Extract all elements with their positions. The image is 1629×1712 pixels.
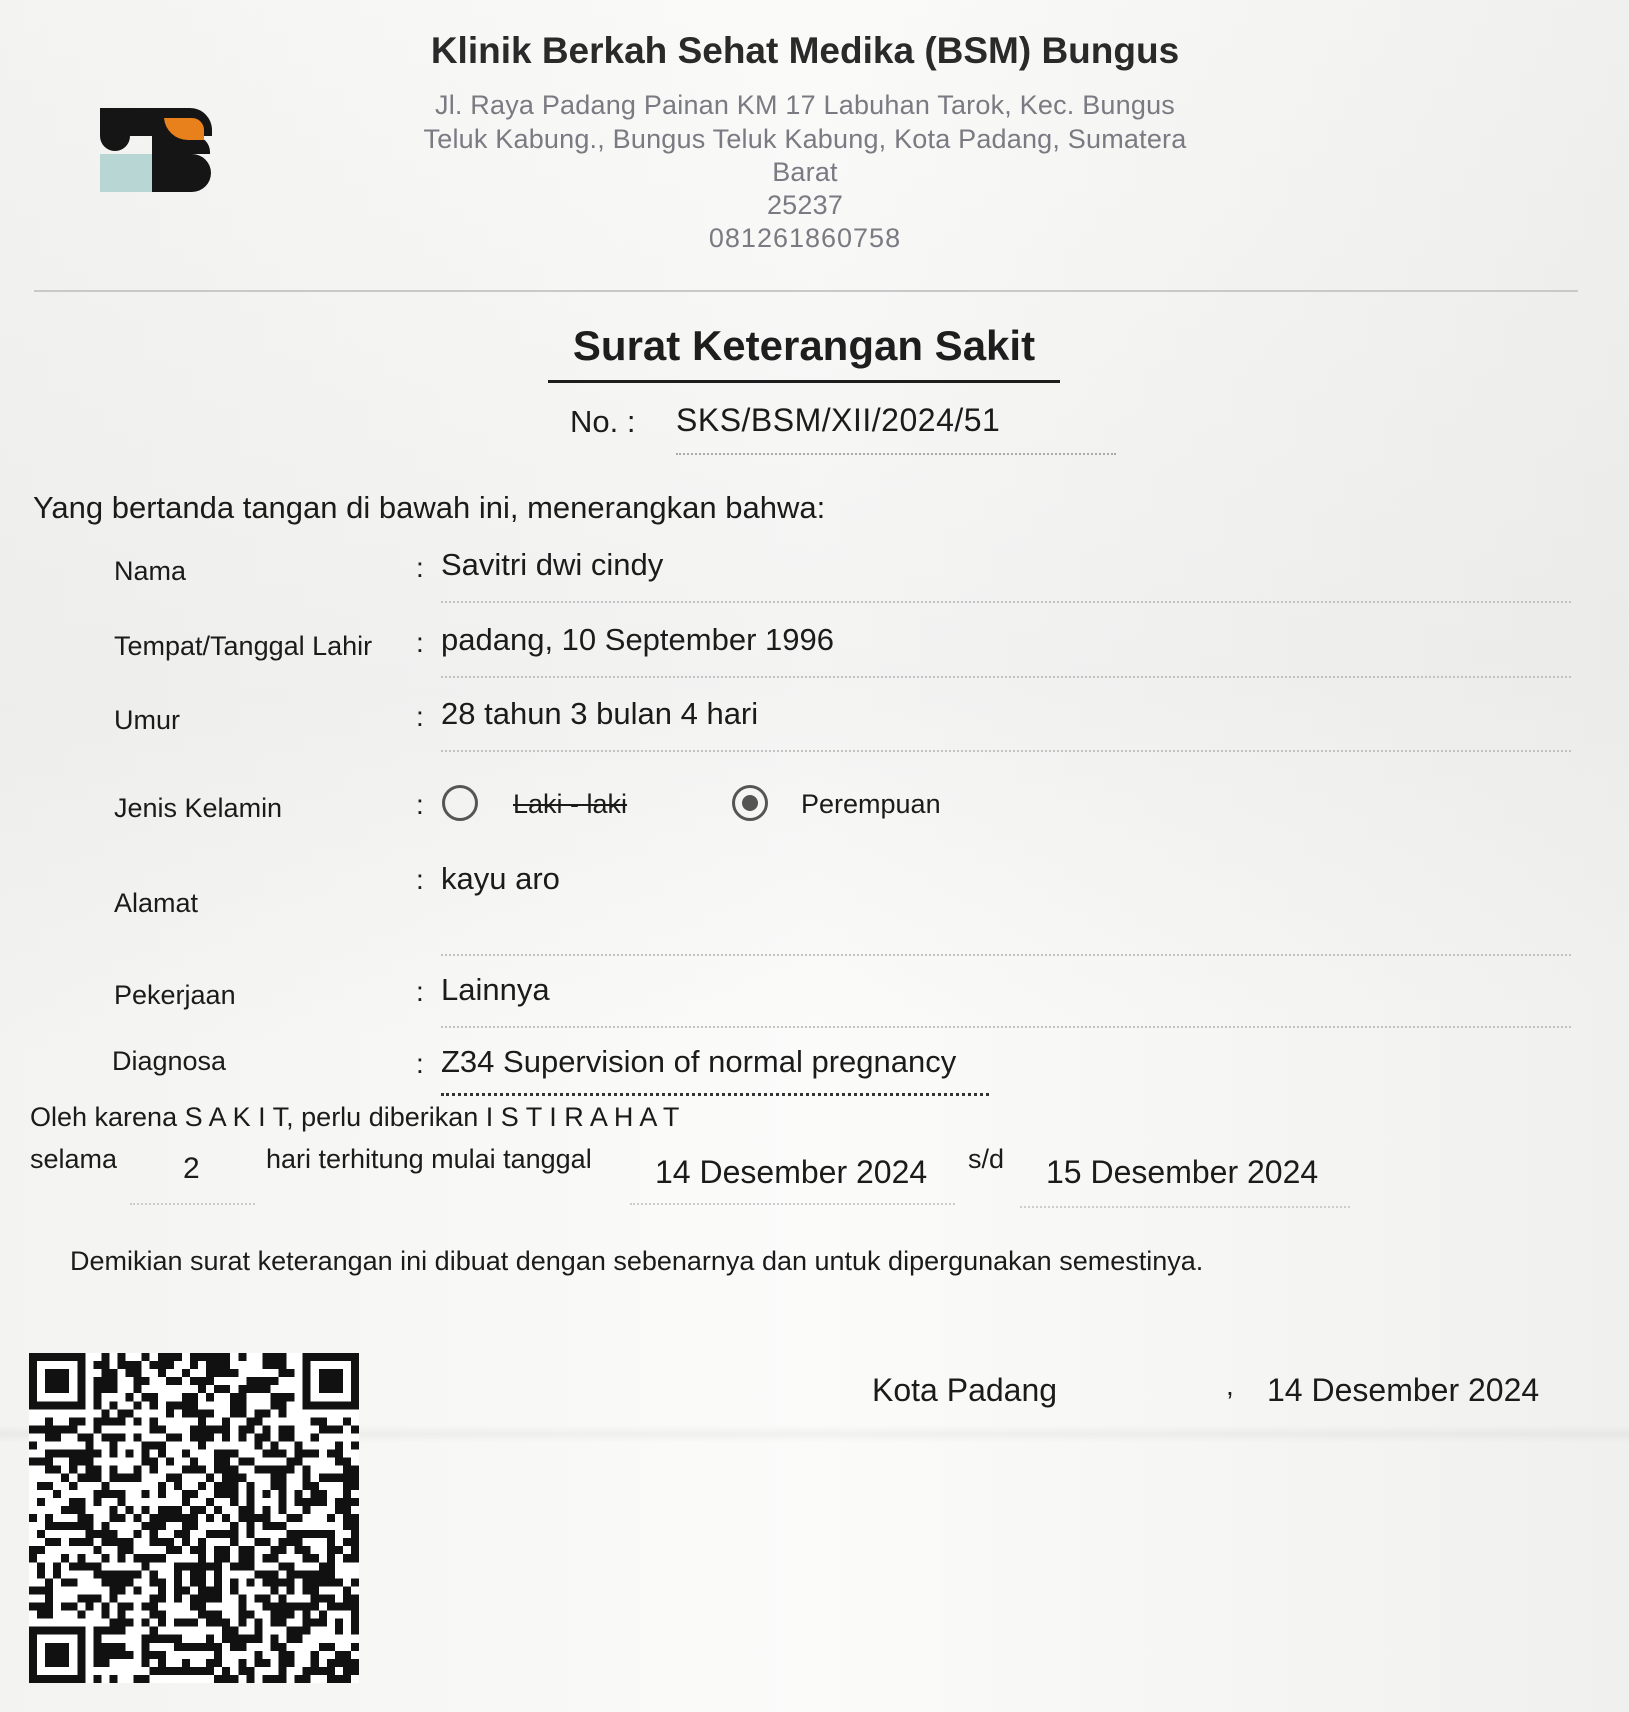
diagnosis-value: Z34 Supervision of normal pregnancy: [441, 1044, 957, 1079]
gender-female-radio[interactable]: [732, 785, 768, 821]
header-divider: [34, 290, 1578, 292]
signature-city: Kota Padang: [872, 1372, 1058, 1408]
age-value: 28 tahun 3 bulan 4 hari: [441, 696, 759, 731]
address-underline: [441, 954, 1571, 956]
rest-statement: Oleh karena S A K I T, perlu diberikan I S T I R A H A T: [30, 1102, 680, 1132]
intro-text: Yang bertanda tangan di bawah ini, menerangkan bahwa:: [33, 490, 826, 525]
name-value: Savitri dwi cindy: [441, 547, 664, 582]
gender-female-label: Perempuan: [801, 789, 941, 819]
document-number-underline: [676, 453, 1116, 455]
address-value: kayu aro: [441, 861, 560, 896]
diagnosis-label: Diagnosa: [112, 1046, 227, 1076]
clinic-logo: [100, 108, 220, 192]
birth-label: Tempat/Tanggal Lahir: [114, 631, 373, 661]
occupation-label: Pekerjaan: [114, 980, 236, 1010]
rest-start-date: 14 Desember 2024: [655, 1154, 928, 1190]
diagnosis-colon: :: [416, 1048, 424, 1079]
address-label: Alamat: [114, 888, 199, 918]
address-colon: :: [416, 864, 424, 895]
clinic-postal-code: 25237: [766, 190, 844, 220]
diagnosis-underline: [441, 1093, 989, 1096]
qr-code: [26, 1353, 362, 1683]
signature-date: 14 Desember 2024: [1267, 1372, 1540, 1408]
rest-start-underline: [630, 1203, 955, 1205]
rest-until-label: s/d: [968, 1144, 1005, 1174]
occupation-underline: [441, 1026, 1571, 1028]
rest-end-underline: [1020, 1206, 1350, 1208]
name-underline: [441, 601, 1571, 603]
age-colon: :: [416, 701, 424, 732]
name-label: Nama: [114, 556, 187, 586]
gender-male-label: Laki - laki: [513, 789, 628, 819]
document-number: SKS/BSM/XII/2024/51: [676, 402, 1001, 438]
gender-colon: :: [416, 789, 424, 820]
clinic-name: Klinik Berkah Sehat Medika (BSM) Bungus: [430, 30, 1180, 71]
document-title: Surat Keterangan Sakit: [572, 322, 1036, 369]
closing-statement: Demikian surat keterangan ini dibuat dengan sebenarnya dan untuk dipergunakan semestinya.: [70, 1246, 1204, 1276]
name-colon: :: [416, 552, 424, 583]
clinic-phone: 081261860758: [708, 223, 902, 253]
rest-start-label: hari terhitung mulai tanggal: [266, 1144, 592, 1174]
clinic-address-line-1: Jl. Raya Padang Painan KM 17 Labuhan Tarok, Kec. Bungus: [435, 90, 1175, 120]
age-underline: [441, 750, 1571, 752]
birth-value: padang, 10 September 1996: [441, 622, 834, 657]
rest-days-underline: [130, 1203, 255, 1205]
document-number-label: No. :: [570, 404, 636, 439]
title-underline: [548, 380, 1060, 383]
clinic-address-line-3: Barat: [772, 157, 838, 187]
occupation-colon: :: [416, 976, 424, 1007]
age-label: Umur: [114, 705, 180, 735]
gender-male-radio[interactable]: [442, 785, 478, 821]
birth-underline: [441, 676, 1571, 678]
rest-duration-label: selama: [30, 1144, 118, 1174]
gender-label: Jenis Kelamin: [114, 793, 283, 823]
clinic-address-line-2: Teluk Kabung., Bungus Teluk Kabung, Kota Padang, Sumatera: [423, 124, 1187, 154]
birth-colon: :: [416, 627, 424, 658]
signature-comma: ,: [1226, 1370, 1234, 1401]
occupation-value: Lainnya: [441, 972, 550, 1007]
rest-end-date: 15 Desember 2024: [1046, 1154, 1319, 1190]
rest-days-value: 2: [183, 1152, 200, 1185]
